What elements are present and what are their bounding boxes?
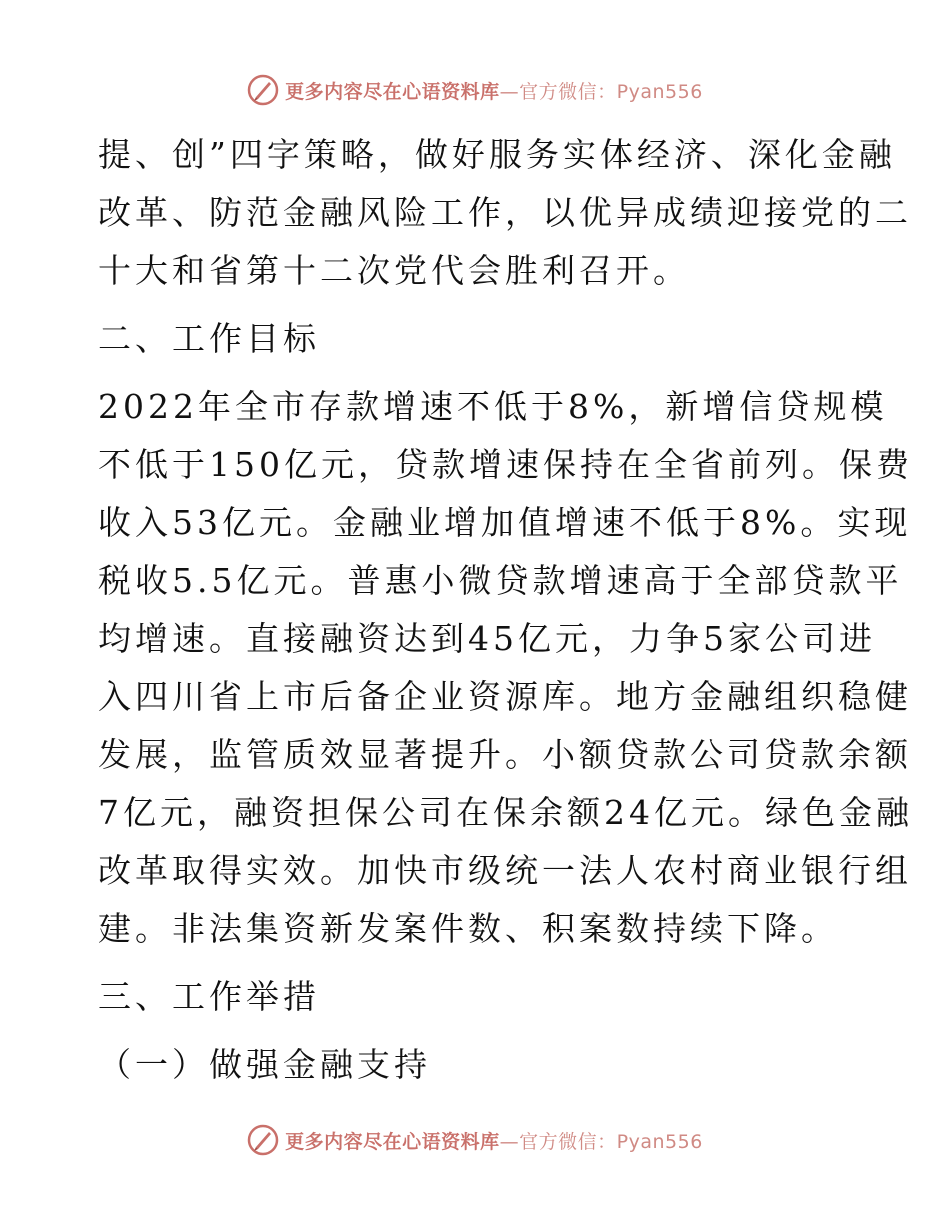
text-line: 发展，监管质效显著提升。小额贷款公司贷款余额	[98, 735, 912, 774]
watermark-brand: 更多内容尽在心语资料库	[285, 1130, 500, 1153]
section-heading: 二、工作目标	[98, 319, 320, 358]
text-line: 不低于150亿元，贷款增速保持在全省前列。保费	[98, 445, 913, 484]
watermark-suffix: —官方微信：Pyan556	[499, 80, 703, 103]
text-line: 十大和省第十二次党代会胜利召开。	[98, 251, 690, 290]
document-body	[98, 126, 913, 1094]
text-line: 改革、防范金融风险工作，以优异成绩迎接党的二	[98, 193, 912, 232]
text-line: 改革取得实效。加快市级统一法人农村商业银行组	[98, 851, 912, 890]
watermark-text	[285, 1127, 703, 1154]
subsection-heading: （一）做强金融支持	[98, 1045, 431, 1084]
text-line: 均增速。直接融资达到45亿元，力争5家公司进	[98, 619, 876, 658]
footer-watermark	[0, 1120, 950, 1160]
section-heading: 三、工作举措	[98, 977, 320, 1016]
text-line: 提、创”四字策略，做好服务实体经济、深化金融	[98, 135, 896, 174]
text-line: 收入53亿元。金融业增加值增速不低于8%。实现	[98, 503, 912, 542]
text-line: 建。非法集资新发案件数、积案数持续下降。	[98, 909, 838, 948]
watermark-text	[285, 77, 703, 104]
watermark-suffix: —官方微信：Pyan556	[499, 1130, 703, 1153]
text-line: 入四川省上市后备企业资源库。地方金融组织稳健	[98, 677, 912, 716]
quill-logo-icon	[247, 1124, 279, 1156]
text-line: 7亿元，融资担保公司在保余额24亿元。绿色金融	[98, 793, 913, 832]
text-line: 2022年全市存款增速不低于8%，新增信贷规模	[98, 387, 888, 426]
header-watermark	[0, 70, 950, 110]
text-line: 税收5.5亿元。普惠小微贷款增速高于全部贷款平	[98, 561, 903, 600]
watermark-brand: 更多内容尽在心语资料库	[285, 80, 500, 103]
quill-logo-icon	[247, 74, 279, 106]
